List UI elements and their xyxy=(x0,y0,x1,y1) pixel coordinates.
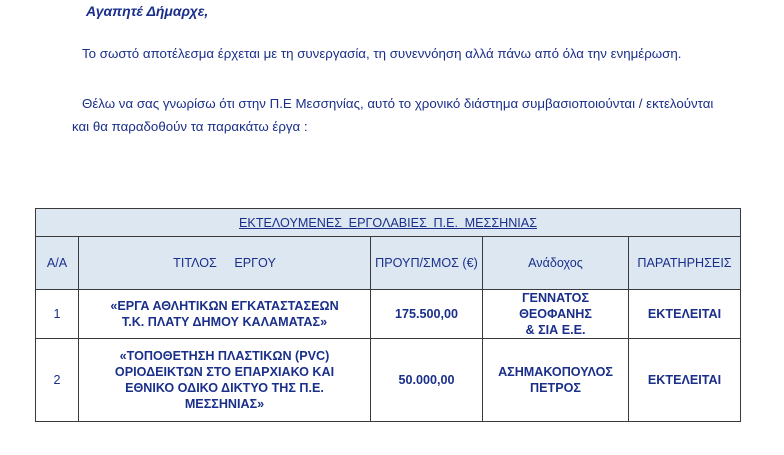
header-contractor: Ανάδοχος xyxy=(483,237,629,290)
table-title: ΕΚΤΕΛΟΥΜΕΝΕΣ ΕΡΓΟΛΑΒΙΕΣ Π.Ε. ΜΕΣΣΗΝΙΑΣ xyxy=(36,209,741,237)
header-remarks: ΠΑΡΑΤΗΡΗΣΕΙΣ xyxy=(629,237,741,290)
row-title-line: ΜΕΣΣΗΝΙΑΣ» xyxy=(184,397,265,411)
table-title-row xyxy=(36,209,741,237)
works-table xyxy=(35,208,741,422)
header-aa: Α/Α xyxy=(36,237,79,290)
table-row xyxy=(36,339,741,422)
row-remarks: ΕΚΤΕΛΕΙΤΑΙ xyxy=(629,290,741,339)
row-title-line: «ΕΡΓΑ ΑΘΛΗΤΙΚΩΝ ΕΓΚΑΤΑΣΤΑΣΕΩΝ xyxy=(110,299,339,313)
row-title-line: «ΤΟΠΟΘΕΤΗΣΗ ΠΛΑΣΤΙΚΩΝ (PVC) xyxy=(119,349,330,363)
row-title-line: ΕΘΝΙΚΟ ΟΔΙΚΟ ΔΙΚΤΥΟ ΤΗΣ Π.Ε. xyxy=(125,381,324,395)
row-aa: 1 xyxy=(36,290,79,339)
row-contractor xyxy=(483,290,629,339)
header-title: ΤΙΤΛΟΣ ΕΡΓΟΥ xyxy=(79,237,371,290)
row-title xyxy=(79,339,371,422)
row-aa: 2 xyxy=(36,339,79,422)
table-header-row xyxy=(36,237,741,290)
table-row xyxy=(36,290,741,339)
row-contractor-line: ΠΕΤΡΟΣ xyxy=(530,381,581,395)
row-title-line: Τ.Κ. ΠΛΑΤΥ ΔΗΜΟΥ ΚΑΛΑΜΑΤΑΣ» xyxy=(121,315,328,329)
header-budget: ΠΡΟΥΠ/ΣΜΟΣ (€) xyxy=(371,237,483,290)
row-contractor-line: ΑΣΗΜΑΚΟΠΟΥΛΟΣ xyxy=(498,365,613,379)
row-contractor-line: ΓΕΝΝΑΤΟΣ ΘΕΟΦΑΝΗΣ xyxy=(519,291,592,321)
row-contractor xyxy=(483,339,629,422)
row-budget: 175.500,00 xyxy=(371,290,483,339)
row-contractor-line: & ΣΙΑ Ε.Ε. xyxy=(525,323,586,337)
row-title-line: ΟΡΙΟΔΕΙΚΤΩΝ ΣΤΟ ΕΠΑΡΧΙΑΚΟ ΚΑΙ xyxy=(114,365,335,379)
letter-paragraph-1: Το σωστό αποτέλεσμα έρχεται με τη συνεργασία, τη συνεννόηση αλλά πάνω από όλα την ενημέρωση. xyxy=(82,46,682,61)
letter-greeting: Αγαπητέ Δήμαρχε, xyxy=(86,3,209,19)
row-budget: 50.000,00 xyxy=(371,339,483,422)
letter-paragraph-2-line-1: Θέλω να σας γνωρίσω ότι στην Π.Ε Μεσσηνίας, αυτό το χρονικό διάστημα συμβασιοποιούνται / εκτελούνται xyxy=(82,96,714,111)
row-title xyxy=(79,290,371,339)
row-remarks: ΕΚΤΕΛΕΙΤΑΙ xyxy=(629,339,741,422)
letter-paragraph-2-line-2: και θα παραδοθούν τα παρακάτω έργα : xyxy=(72,119,308,134)
